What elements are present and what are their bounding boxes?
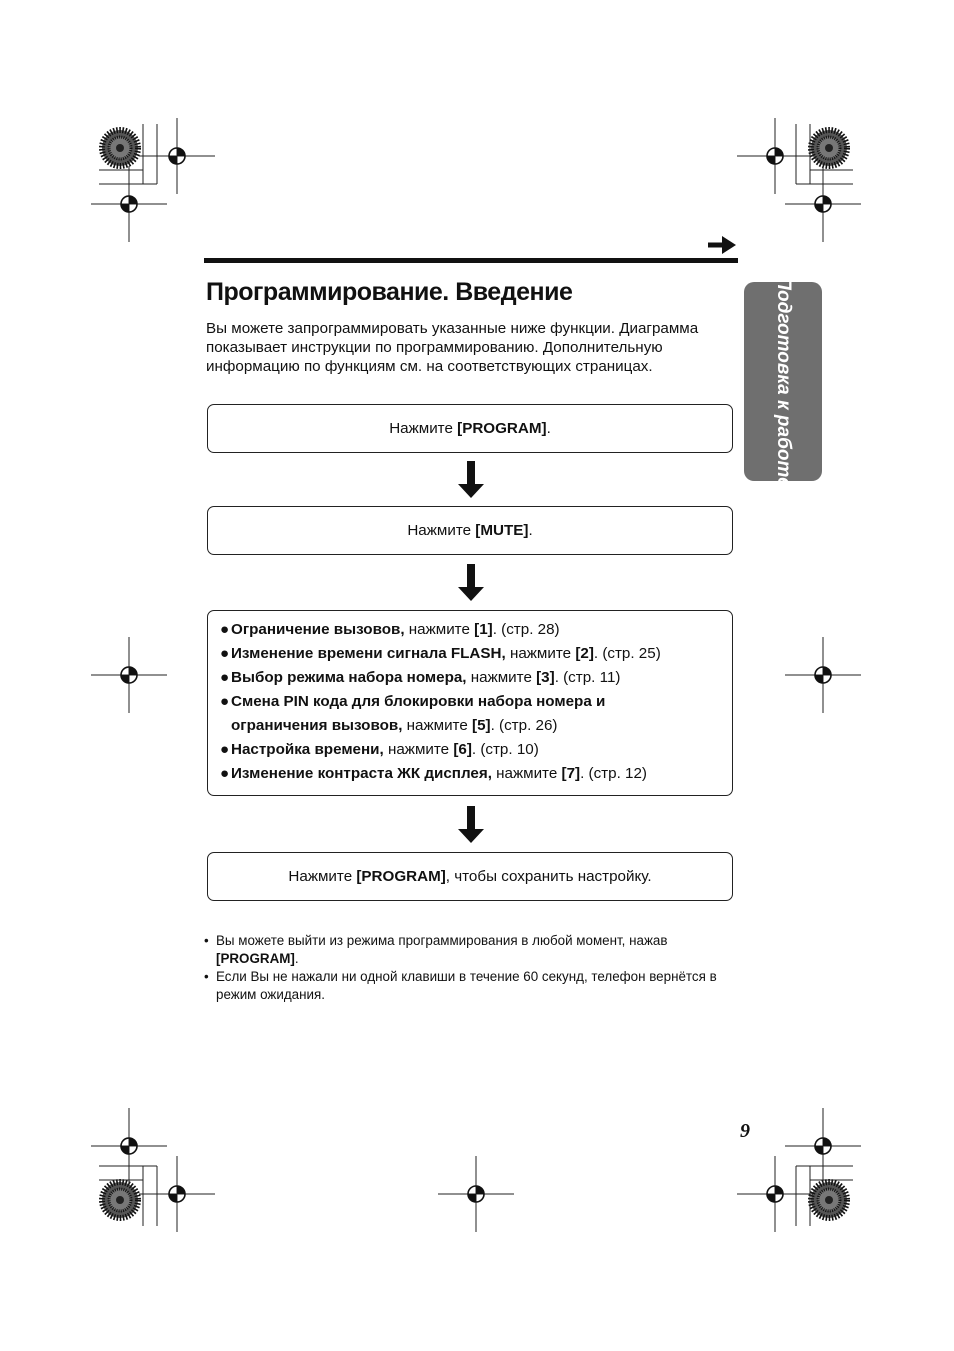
option-item: ● Выбор режима набора номера, нажмите [3]. (стр. 11)	[220, 669, 621, 686]
option-item-continuation: ограничения вызовов, нажмите [5]. (стр. 26)	[231, 717, 558, 734]
page-title: Программирование. Введение	[206, 278, 573, 306]
option-item: ● Изменение контраста ЖК дисплея, нажмите [7]. (стр. 12)	[220, 765, 647, 782]
note-item: • Если Вы не нажали ни одной клавиши в течение 60 секунд, телефон вернётся в режим ожидания.	[204, 969, 717, 1002]
step-press-mute	[207, 506, 733, 555]
page-number: 9	[740, 1120, 750, 1142]
down-arrow-icon	[457, 806, 485, 844]
section-tab-label: Подготовка к работе	[773, 275, 794, 488]
notes-list	[204, 932, 734, 1004]
function-options-box	[207, 610, 733, 796]
right-arrow-icon	[708, 235, 738, 255]
down-arrow-icon	[457, 564, 485, 602]
section-tab	[744, 275, 822, 488]
option-item: ● Смена PIN кода для блокировки набора номера и	[220, 693, 606, 710]
option-item: ● Настройка времени, нажмите [6]. (стр. 10)	[220, 741, 539, 758]
header-rule	[204, 258, 738, 263]
step-press-program-save	[207, 852, 733, 901]
option-item: ● Ограничение вызовов, нажмите [1]. (стр. 28)	[220, 621, 560, 638]
step-text: Нажмите [PROGRAM], чтобы сохранить настройку.	[288, 868, 652, 885]
step-text: Нажмите [MUTE].	[407, 522, 533, 539]
intro-paragraph: Вы можете запрограммировать указанные ниже функции. Диаграмма показывает инструкции по программированию. Дополнительную информацию по функциям см. на соответствующих страницах.	[206, 320, 699, 375]
option-item: ● Изменение времени сигнала FLASH, нажмите [2]. (стр. 25)	[220, 645, 661, 662]
down-arrow-icon	[457, 461, 485, 499]
note-item: • Вы можете выйти из режима программирования в любой момент, нажав [PROGRAM].	[204, 933, 668, 966]
step-text: Нажмите [PROGRAM].	[389, 420, 551, 437]
step-press-program	[207, 404, 733, 453]
